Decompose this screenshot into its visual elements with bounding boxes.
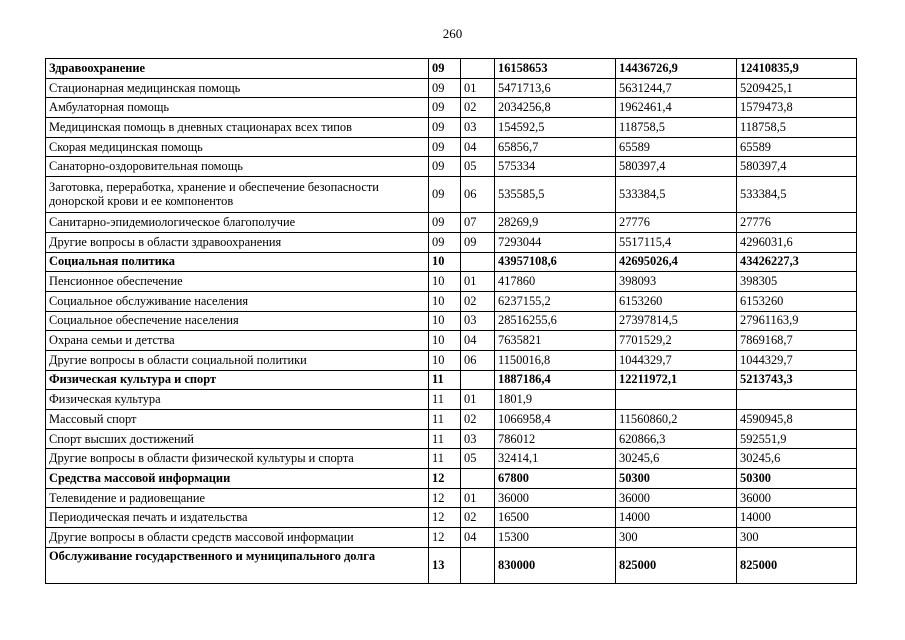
value-3-cell: 43426227,3 [737,252,857,272]
value-1-cell: 2034256,8 [495,98,616,118]
row-name-cell: Периодическая печать и издательства [46,508,429,528]
table-row [46,311,857,331]
section-code-cell: 09 [429,232,461,252]
row-name-cell: Физическая культура и спорт [46,370,429,390]
value-2-cell: 300 [616,528,737,548]
value-2-cell: 11560860,2 [616,410,737,430]
value-3-cell: 50300 [737,469,857,489]
value-1-cell: 1887186,4 [495,370,616,390]
budget-table-body [46,59,857,584]
row-name-cell: Охрана семьи и детства [46,331,429,351]
value-1-cell: 5471713,6 [495,78,616,98]
value-2-cell: 118758,5 [616,118,737,138]
table-row [46,232,857,252]
section-code-cell: 10 [429,331,461,351]
table-row [46,291,857,311]
budget-table [45,58,857,584]
value-1-cell: 16500 [495,508,616,528]
section-code-cell: 11 [429,449,461,469]
section-code-cell: 09 [429,137,461,157]
subsection-code-cell: 01 [461,390,495,410]
section-code-cell: 11 [429,429,461,449]
section-code-cell: 10 [429,272,461,292]
subsection-code-cell [461,547,495,583]
table-row [46,449,857,469]
page-number: 260 [442,26,463,41]
section-code-cell: 10 [429,291,461,311]
value-3-cell: 6153260 [737,291,857,311]
row-name-cell: Средства массовой информации [46,469,429,489]
value-2-cell: 27397814,5 [616,311,737,331]
row-name-cell: Обслуживание государственного и муниципального долга [46,547,429,583]
subsection-code-cell: 04 [461,137,495,157]
value-1-cell: 6237155,2 [495,291,616,311]
section-code-cell: 11 [429,390,461,410]
value-3-cell: 1579473,8 [737,98,857,118]
section-code-cell: 09 [429,157,461,177]
value-2-cell: 36000 [616,488,737,508]
subsection-code-cell: 01 [461,78,495,98]
subsection-code-cell: 01 [461,488,495,508]
value-1-cell: 786012 [495,429,616,449]
value-2-cell: 5631244,7 [616,78,737,98]
section-code-cell: 10 [429,311,461,331]
table-row [46,508,857,528]
section-total-row [46,252,857,272]
value-3-cell: 4296031,6 [737,232,857,252]
subsection-code-cell: 03 [461,311,495,331]
value-1-cell: 36000 [495,488,616,508]
table-row [46,429,857,449]
row-name-cell: Санаторно-оздоровительная помощь [46,157,429,177]
value-3-cell: 30245,6 [737,449,857,469]
value-3-cell: 27961163,9 [737,311,857,331]
row-name-cell: Другие вопросы в области физической культуры и спорта [46,449,429,469]
row-name-cell: Пенсионное обеспечение [46,272,429,292]
value-1-cell: 1801,9 [495,390,616,410]
row-name-cell: Скорая медицинская помощь [46,137,429,157]
value-2-cell: 42695026,4 [616,252,737,272]
row-name-cell: Санитарно-эпидемиологическое благополучие [46,213,429,233]
section-code-cell: 10 [429,252,461,272]
value-3-cell: 825000 [737,547,857,583]
value-3-cell: 5213743,3 [737,370,857,390]
value-3-cell: 533384,5 [737,177,857,213]
table-row [46,272,857,292]
row-name-cell: Социальное обслуживание населения [46,291,429,311]
section-code-cell: 11 [429,410,461,430]
subsection-code-cell: 06 [461,350,495,370]
row-name-cell: Другие вопросы в области здравоохранения [46,232,429,252]
table-row [46,390,857,410]
value-3-cell [737,390,857,410]
subsection-code-cell: 09 [461,232,495,252]
section-code-cell: 09 [429,118,461,138]
value-1-cell: 7293044 [495,232,616,252]
section-code-cell: 09 [429,78,461,98]
subsection-code-cell: 02 [461,291,495,311]
table-row [46,177,857,213]
value-3-cell: 14000 [737,508,857,528]
subsection-code-cell [461,252,495,272]
value-2-cell: 1044329,7 [616,350,737,370]
value-2-cell: 398093 [616,272,737,292]
section-total-row [46,469,857,489]
subsection-code-cell [461,469,495,489]
subsection-code-cell: 02 [461,410,495,430]
value-2-cell: 620866,3 [616,429,737,449]
section-code-cell: 12 [429,488,461,508]
value-2-cell [616,390,737,410]
value-3-cell: 65589 [737,137,857,157]
value-3-cell: 12410835,9 [737,59,857,79]
subsection-code-cell [461,370,495,390]
row-name-cell: Медицинская помощь в дневных стационарах всех типов [46,118,429,138]
value-1-cell: 575334 [495,157,616,177]
row-name-cell: Социальное обеспечение населения [46,311,429,331]
row-name-cell: Физическая культура [46,390,429,410]
row-name-cell: Здравоохранение [46,59,429,79]
value-2-cell: 533384,5 [616,177,737,213]
value-1-cell: 65856,7 [495,137,616,157]
value-1-cell: 535585,5 [495,177,616,213]
section-code-cell: 10 [429,350,461,370]
section-code-cell: 09 [429,213,461,233]
value-2-cell: 6153260 [616,291,737,311]
row-name-cell: Массовый спорт [46,410,429,430]
row-name-cell: Социальная политика [46,252,429,272]
value-2-cell: 580397,4 [616,157,737,177]
subsection-code-cell: 05 [461,157,495,177]
subsection-code-cell: 02 [461,98,495,118]
subsection-code-cell: 07 [461,213,495,233]
section-code-cell: 12 [429,508,461,528]
value-3-cell: 5209425,1 [737,78,857,98]
value-1-cell: 67800 [495,469,616,489]
subsection-code-cell: 03 [461,118,495,138]
table-row [46,410,857,430]
value-2-cell: 14436726,9 [616,59,737,79]
value-2-cell: 27776 [616,213,737,233]
row-name-cell: Заготовка, переработка, хранение и обеспечение безопасности донорской крови и ее компонентов [46,177,429,213]
section-code-cell: 11 [429,370,461,390]
value-1-cell: 28516255,6 [495,311,616,331]
value-2-cell: 5517115,4 [616,232,737,252]
row-name-cell: Другие вопросы в области средств массовой информации [46,528,429,548]
table-row [46,137,857,157]
section-total-row [46,59,857,79]
subsection-code-cell: 04 [461,528,495,548]
table-row [46,488,857,508]
row-name-cell: Стационарная медицинская помощь [46,78,429,98]
value-1-cell: 830000 [495,547,616,583]
value-1-cell: 7635821 [495,331,616,351]
value-3-cell: 4590945,8 [737,410,857,430]
value-1-cell: 32414,1 [495,449,616,469]
value-1-cell: 16158653 [495,59,616,79]
row-name-cell: Спорт высших достижений [46,429,429,449]
value-2-cell: 50300 [616,469,737,489]
value-2-cell: 65589 [616,137,737,157]
table-row [46,331,857,351]
value-3-cell: 36000 [737,488,857,508]
subsection-code-cell: 02 [461,508,495,528]
section-total-row [46,547,857,583]
table-row [46,157,857,177]
value-2-cell: 12211972,1 [616,370,737,390]
value-3-cell: 398305 [737,272,857,292]
section-code-cell: 12 [429,469,461,489]
value-2-cell: 30245,6 [616,449,737,469]
table-row [46,350,857,370]
value-3-cell: 580397,4 [737,157,857,177]
value-2-cell: 14000 [616,508,737,528]
row-name-cell: Амбулаторная помощь [46,98,429,118]
value-2-cell: 825000 [616,547,737,583]
row-name-cell: Другие вопросы в области социальной политики [46,350,429,370]
table-row [46,528,857,548]
section-code-cell: 09 [429,177,461,213]
value-3-cell: 118758,5 [737,118,857,138]
section-code-cell: 13 [429,547,461,583]
section-code-cell: 12 [429,528,461,548]
subsection-code-cell: 04 [461,331,495,351]
value-1-cell: 28269,9 [495,213,616,233]
section-total-row [46,370,857,390]
table-row [46,118,857,138]
value-3-cell: 592551,9 [737,429,857,449]
value-1-cell: 154592,5 [495,118,616,138]
value-1-cell: 43957108,6 [495,252,616,272]
section-code-cell: 09 [429,59,461,79]
value-1-cell: 417860 [495,272,616,292]
value-3-cell: 300 [737,528,857,548]
value-1-cell: 1066958,4 [495,410,616,430]
subsection-code-cell: 06 [461,177,495,213]
table-row [46,213,857,233]
value-3-cell: 1044329,7 [737,350,857,370]
value-1-cell: 1150016,8 [495,350,616,370]
value-3-cell: 27776 [737,213,857,233]
section-code-cell: 09 [429,98,461,118]
value-3-cell: 7869168,7 [737,331,857,351]
row-name-cell: Телевидение и радиовещание [46,488,429,508]
subsection-code-cell: 03 [461,429,495,449]
table-row [46,98,857,118]
subsection-code-cell: 01 [461,272,495,292]
value-1-cell: 15300 [495,528,616,548]
subsection-code-cell: 05 [461,449,495,469]
table-row [46,78,857,98]
value-2-cell: 7701529,2 [616,331,737,351]
subsection-code-cell [461,59,495,79]
value-2-cell: 1962461,4 [616,98,737,118]
